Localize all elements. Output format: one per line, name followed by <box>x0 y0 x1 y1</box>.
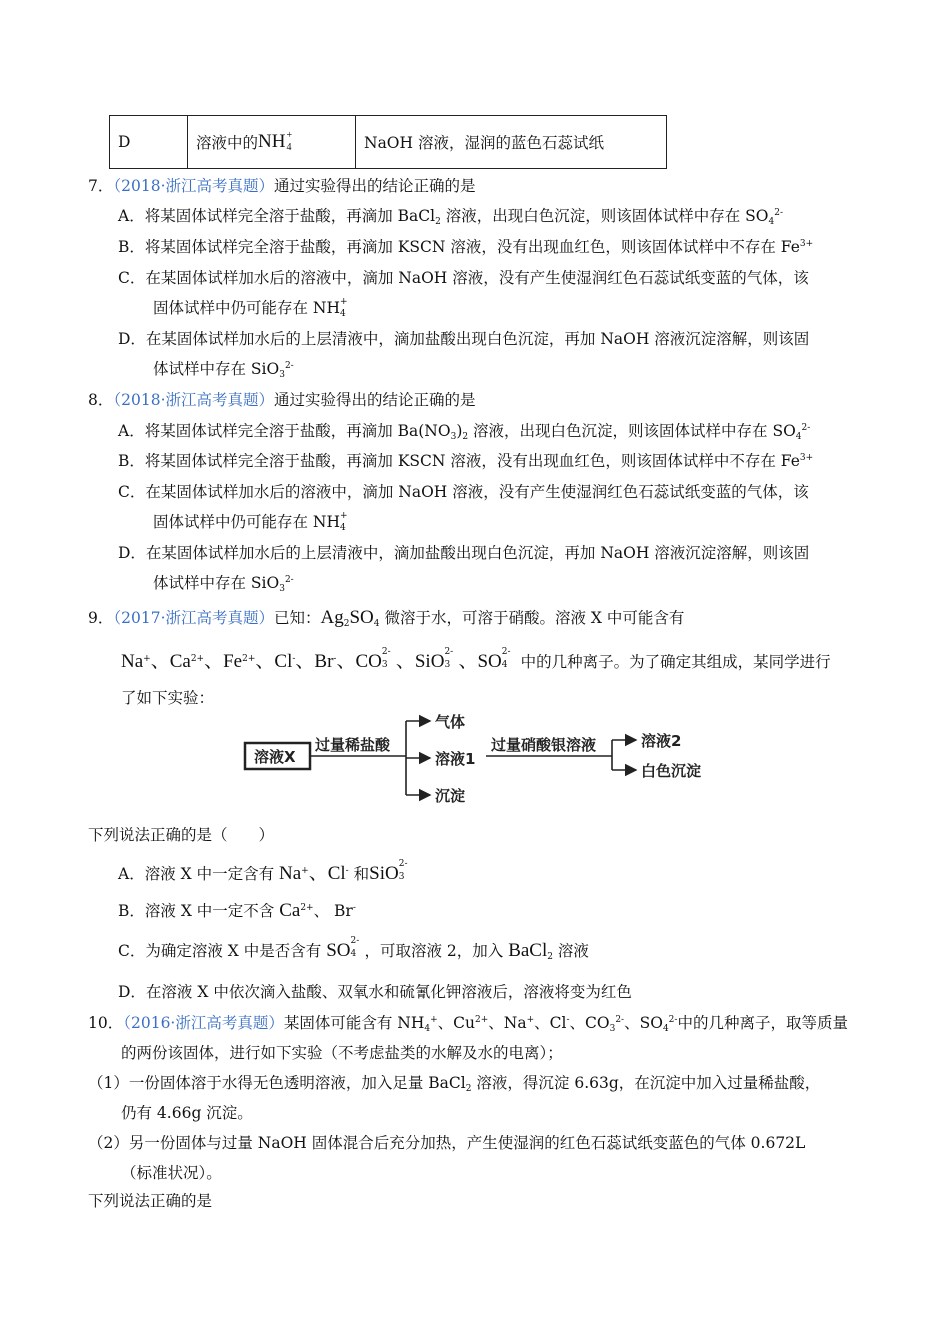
table-cell-reagent: NaOH 溶液，湿润的蓝色石蕊试纸 <box>364 134 604 152</box>
solution-x-label: 溶液X <box>254 748 296 766</box>
q7-option-c-line2: 固体试样中仍可能存在 NH + 4 <box>153 297 348 319</box>
gas-label: 气体 <box>435 713 466 731</box>
q7-option-d-line2: 体试样中存在 SiO$_3^{2-}$ <box>153 360 294 380</box>
answer-table-row-d <box>109 115 667 169</box>
q7-option-d-line1: D．在某固体试样加水后的上层清液中，滴加盐酸出现白色沉淀，再加 NaOH 溶液沉淀溶解，则该固 <box>118 330 810 348</box>
q10-part1-line2: 仍有 4.66g 沉淀。 <box>121 1104 253 1122</box>
q7-stem: 7．（2018·浙江高考真题）通过实验得出的结论正确的是 <box>88 177 476 195</box>
ppt-label: 沉淀 <box>435 787 466 804</box>
q9-option-d: D．在溶液 X 中依次滴入盐酸、双氧水和硫氰化钾溶液后，溶液将变为红色 <box>118 983 632 1001</box>
step2-label: 过量硝酸银溶液 <box>491 736 597 754</box>
q8-option-d-line2: 体试样中存在 SiO$_3^{2-}$ <box>153 574 294 594</box>
q10-stem-line1: 10．（2016·浙江高考真题）某固体可能含有 $NH_4^+$、$Cu^{2+}$、Na+、Cl-、$CO_3^{2-}$、$SO_4^{2-}$中的几种离子，取等质量 <box>88 1014 848 1034</box>
q10-part1-line1: （1）一份固体溶于水得无色透明溶液，加入足量 BaCl$_2$ 溶液，得沉淀 6.63g，在沉淀中加入过量稀盐酸， <box>88 1074 821 1094</box>
q9-line3: 了如下实验： <box>121 689 215 707</box>
q8-option-c-line2: 固体试样中仍可能存在 NH + 4 <box>153 511 348 533</box>
q8-option-d-line1: D．在某固体试样加水后的上层清液中，滴加盐酸出现白色沉淀，再加 NaOH 溶液沉淀溶解，则该固 <box>118 544 810 562</box>
q8-stem: 8．（2018·浙江高考真题）通过实验得出的结论正确的是 <box>88 391 476 409</box>
experiment-flow-diagram <box>240 708 720 804</box>
q10-stem-line2: 的两份该固体，进行如下实验（不考虑盐类的水解及水的电离）； <box>121 1044 563 1062</box>
sol1-label: 溶液1 <box>435 750 476 768</box>
q9-ask: 下列说法正确的是（ ） <box>88 826 275 844</box>
q10-ask: 下列说法正确的是 <box>88 1192 213 1210</box>
q7-option-b: B．将某固体试样完全溶于盐酸，再滴加 KSCN 溶液，没有出现血红色，则该固体试样中不存在 $Fe^{3+}$ <box>118 238 814 256</box>
q8-option-a: A．将某固体试样完全溶于盐酸，再滴加 $Ba(NO_3)_2$ 溶液，出现白色沉淀，则该固体试样中存在 $SO_4^{2-}$ <box>118 422 811 442</box>
white-ppt-label: 白色沉淀 <box>641 762 702 780</box>
step1-label: 过量稀盐酸 <box>315 736 391 754</box>
q9-ion-list: Na+、$Ca^{2+}$、$Fe^{2+}$、Cl-、Br-、CO 2- 3 、SiO 2- 3 、SO 2- 4 中的几种离子。为了确定其组成，某同学进行 <box>121 647 831 672</box>
q9-option-a: A．溶液 X 中一定含有 Na+、Cl- 和SiO 2- 3 <box>118 859 408 884</box>
table-cell-label: D <box>110 116 188 168</box>
table-cell-ion: 溶液中的 NH + 4 <box>188 116 356 168</box>
q9-option-b: B．溶液 X 中一定不含 $Ca^{2+}$、 Br- <box>118 900 356 921</box>
q10-part2-line1: （2）另一份固体与过量 NaOH 固体混合后充分加热，产生使湿润的红色石蕊试纸变蓝色的气体 0.672L <box>88 1134 806 1152</box>
q8-option-c-line1: C．在某固体试样加水后的溶液中，滴加 NaOH 溶液，没有产生使湿润红色石蕊试纸变蓝的气体，该 <box>118 483 809 501</box>
q10-part2-line2: （标准状况）。 <box>121 1164 222 1182</box>
q9-option-c: C．为确定溶液 X 中是否含有 SO 2- 4 ，可取溶液 2，加入 BaCl$_2$ 溶液 <box>118 936 589 962</box>
q9-stem: 9．（2017·浙江高考真题）已知：$Ag_2SO_4$ 微溶于水，可溶于硝酸。溶液 X 中可能含有 <box>88 607 685 629</box>
sol2-label: 溶液2 <box>641 732 682 750</box>
q7-option-a: A．将某固体试样完全溶于盐酸，再滴加 BaCl$_2$ 溶液，出现白色沉淀，则该固体试样中存在 $SO_4^{2-}$ <box>118 207 784 227</box>
q7-option-c-line1: C．在某固体试样加水后的溶液中，滴加 NaOH 溶液，没有产生使湿润红色石蕊试纸变蓝的气体，该 <box>118 269 809 287</box>
q8-option-b: B．将某固体试样完全溶于盐酸，再滴加 KSCN 溶液，没有出现血红色，则该固体试样中不存在 $Fe^{3+}$ <box>118 452 814 470</box>
